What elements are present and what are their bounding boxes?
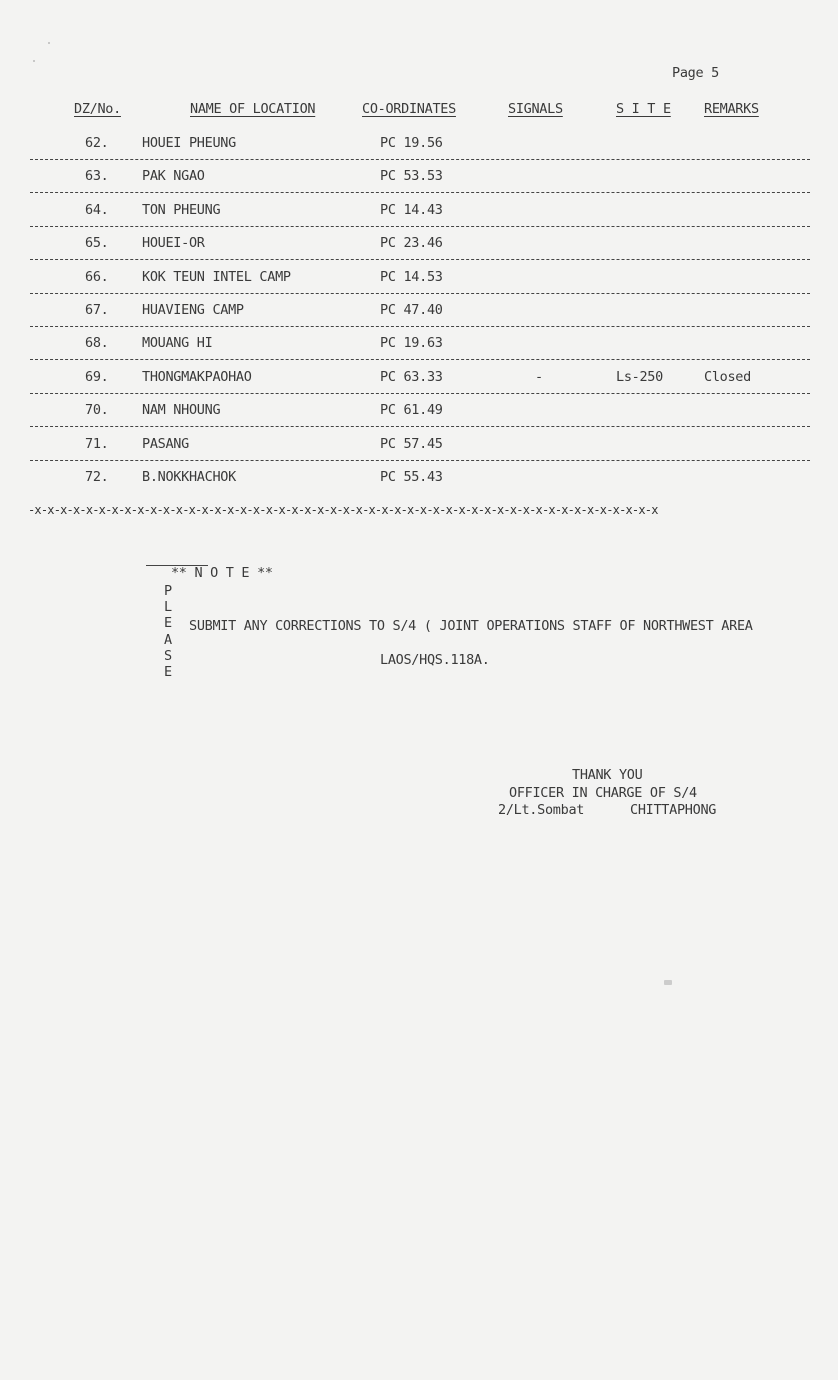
vertical-letter: S [164,647,172,664]
row-location-name: NAM NHOUNG [142,402,221,419]
row-divider [30,326,810,327]
row-coordinates: PC 55.43 [380,469,443,485]
note-title-text: ** N O T E ** [170,565,273,581]
row-location-name: B.NOKKHACHOK [142,469,236,485]
row-location-name: HOUEI PHEUNG [142,135,236,151]
header-site: S I T E [616,101,671,117]
row-site: Ls-250 [616,368,663,385]
separator-line: -x-x-x-x-x-x-x-x-x-x-x-x-x-x-x-x-x-x-x-x-x-x-x-x-x-x-x-x-x-x-x-x-x-x-x-x-x-x-x-x-x-x-x-x-x-x-x-x-x [28,503,658,517]
header-remarks: REMARKS [704,101,759,117]
row-coordinates: PC 14.43 [380,201,443,218]
row-location-name: THONGMAKPAOHAO [142,368,252,385]
row-remarks: Closed [704,368,751,385]
row-coordinates: PC 19.56 [380,135,443,151]
note-line-2: LAOS/HQS.118A. [380,652,490,668]
row-dz-number: 64. [85,201,109,218]
row-coordinates: PC 23.46 [380,235,443,252]
row-divider [30,359,810,360]
row-coordinates: PC 53.53 [380,168,443,185]
row-location-name: HOUEI-OR [142,235,205,252]
header-dz-no: DZ/No. [74,101,121,117]
row-divider [30,226,810,227]
row-dz-number: 63. [85,168,109,185]
vertical-letter: L [164,599,172,616]
paper-speck [48,42,50,44]
row-location-name: HUAVIENG CAMP [142,302,244,318]
officer-rank-name: 2/Lt.Sombat [498,802,585,818]
header-signals: SIGNALS [508,101,563,117]
row-coordinates: PC 47.40 [380,302,443,318]
row-divider [30,192,810,193]
row-location-name: MOUANG HI [142,335,213,352]
vertical-letter: P [164,583,172,599]
row-dz-number: 66. [85,268,109,285]
row-dz-number: 69. [85,368,109,385]
officer-surname: CHITTAPHONG [630,802,717,818]
row-dz-number: 72. [85,469,109,485]
row-coordinates: PC 61.49 [380,402,443,419]
note-title-underline [146,565,208,566]
vertical-letter: E [164,615,172,632]
paper-speck [664,980,672,985]
vertical-letter: E [164,664,172,680]
row-dz-number: 62. [85,135,109,151]
row-dz-number: 71. [85,435,109,452]
row-dz-number: 70. [85,402,109,419]
row-divider [30,460,810,461]
row-location-name: PAK NGAO [142,168,205,185]
row-coordinates: PC 63.33 [380,368,443,385]
header-coordinates: CO-ORDINATES [362,101,456,117]
officer-title: OFFICER IN CHARGE OF S/4 [509,785,697,801]
row-divider [30,259,810,260]
row-coordinates: PC 57.45 [380,435,443,452]
row-dz-number: 65. [85,235,109,252]
row-divider [30,293,810,294]
row-divider [30,393,810,394]
page-number: Page 5 [672,65,719,81]
note-line-1: SUBMIT ANY CORRECTIONS TO S/4 ( JOINT OPERATIONS STAFF OF NORTHWEST AREA [189,618,753,634]
row-divider [30,159,810,160]
row-coordinates: PC 19.63 [380,335,443,352]
note-title [124,549,273,597]
row-divider [30,426,810,427]
row-location-name: PASANG [142,435,189,452]
row-dz-number: 68. [85,335,109,352]
row-coordinates: PC 14.53 [380,268,443,285]
row-dz-number: 67. [85,302,109,318]
row-location-name: TON PHEUNG [142,201,221,218]
vertical-letter: A [164,631,172,648]
thank-you-text: THANK YOU [572,767,643,783]
row-location-name: KOK TEUN INTEL CAMP [142,268,291,285]
row-signals: - [535,368,543,385]
header-name: NAME OF LOCATION [190,101,316,117]
paper-speck [33,60,35,62]
